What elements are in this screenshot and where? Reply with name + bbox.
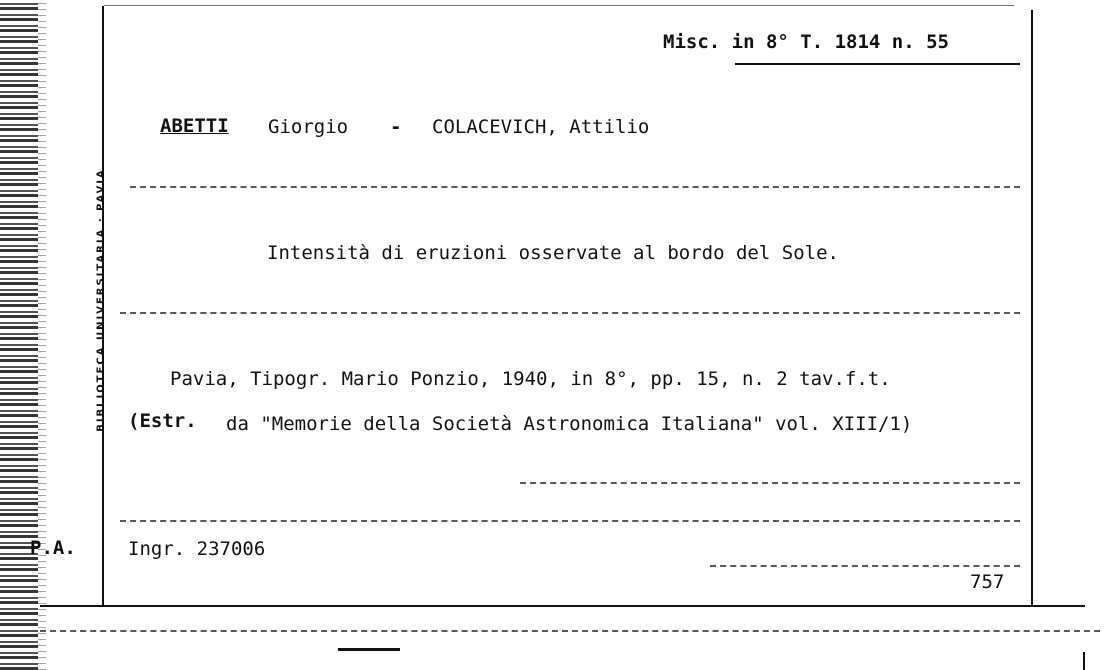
extract-prefix: (Estr. [128,410,197,432]
rule-2 [120,312,1020,315]
shelfmark: Misc. in 8° T. 1814 n. 55 [663,31,949,53]
library-stamp [92,110,110,490]
scan-edge-noise [38,0,46,670]
rule-4 [120,520,1020,523]
accession-number: Ingr. 237006 [128,538,266,560]
card-bottom-border [40,605,1085,607]
margin-code: P.A. [30,537,76,559]
author-surname: ABETTI [160,115,229,137]
rule-1 [130,186,1020,189]
arrow-mark [338,648,400,651]
imprint: Pavia, Tipogr. Mario Ponzio, 1940, in 8°, pp. 15, n. 2 tav.f.t. [170,368,891,390]
rule-3 [520,482,1020,485]
extract-source: da "Memorie della Società Astronomica Italiana" vol. XIII/1) [226,413,913,435]
library-stamp-text: BIBLIOTECA UNIVERSITARIA · PAVIA [95,168,107,432]
rule-5 [710,565,1020,568]
scan-edge-left [0,0,38,670]
work-title: Intensità di eruzioni osservate al bordo del Sole. [267,242,839,264]
shelfmark-underline [735,63,1020,65]
card-top-border [104,5,1014,6]
author-separator: - [390,116,402,138]
rule-6 [40,630,1100,633]
author-firstname: Giorgio [268,116,349,138]
corner-mark [1083,652,1085,670]
card-number: 757 [970,571,1005,593]
coauthor: COLACEVICH, Attilio [432,116,650,138]
card-right-border [1031,10,1033,606]
